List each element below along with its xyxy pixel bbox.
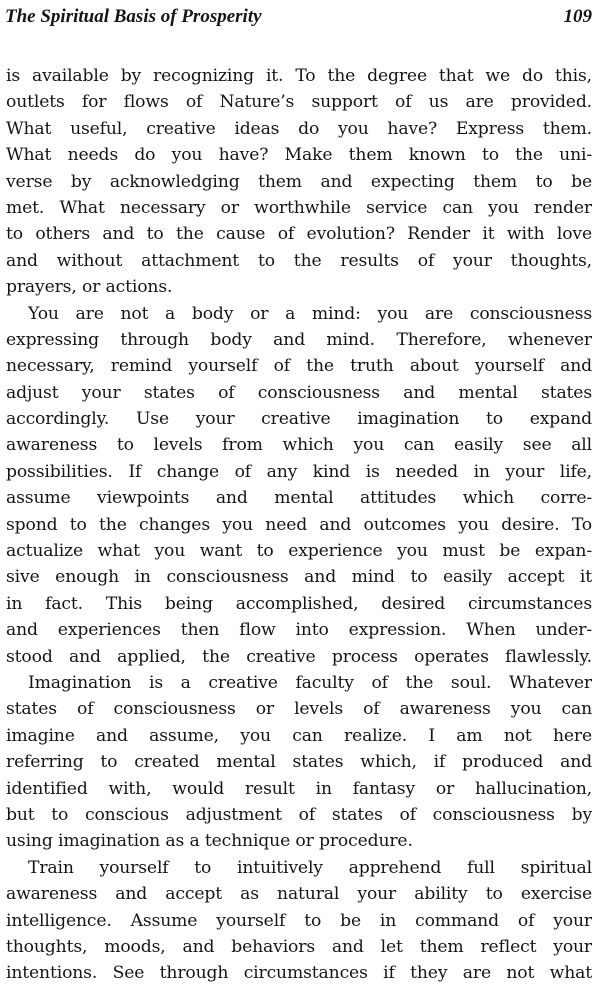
text-line: in fact. This being accomplished, desired circumstances bbox=[6, 593, 592, 614]
text-line: intelligence. Assume yourself to be in command of your bbox=[6, 910, 592, 931]
chapter-title: The Spiritual Basis of Prosperity bbox=[5, 6, 262, 27]
text-line: verse by acknowledging them and expecting them to be bbox=[6, 171, 592, 192]
text-line: sive enough in consciousness and mind to easily accept it bbox=[6, 567, 592, 588]
text-line: referring to created mental states which, if produced and bbox=[6, 752, 592, 773]
text-line: is available by recognizing it. To the degree that we do this, bbox=[6, 66, 592, 86]
text-line: What needs do you have? Make them known to the uni- bbox=[6, 145, 592, 166]
text-line: necessary, remind yourself of the truth about yourself and bbox=[6, 356, 592, 377]
body-text bbox=[6, 63, 592, 987]
text-line: met. What necessary or worthwhile service can you render bbox=[6, 197, 592, 218]
paragraph bbox=[6, 855, 592, 987]
paragraph bbox=[6, 63, 592, 301]
text-line: Imagination is a creative faculty of the soul. Whatever bbox=[28, 672, 592, 693]
text-line: awareness and accept as natural your ability to exercise bbox=[6, 884, 592, 905]
text-line: possibilities. If change of any kind is needed in your life, bbox=[6, 461, 592, 482]
text-line: prayers, or actions. bbox=[6, 277, 173, 298]
text-line: expressing through body and mind. Therefore, whenever bbox=[6, 329, 592, 350]
text-line: You are not a body or a mind: you are consciousness bbox=[28, 303, 592, 324]
text-line: imagine and assume, you can realize. I am not here bbox=[6, 725, 592, 746]
text-line: states of consciousness or levels of awareness you can bbox=[6, 699, 592, 720]
text-line: actualize what you want to experience you must be expan- bbox=[6, 541, 592, 562]
text-line: and without attachment to the results of your thoughts, bbox=[6, 250, 592, 271]
text-line: identified with, would result in fantasy or hallucination, bbox=[6, 778, 592, 799]
text-line: What useful, creative ideas do you have? Express them. bbox=[6, 118, 592, 139]
text-line: Train yourself to intuitively apprehend full spiritual bbox=[28, 857, 592, 878]
text-line: thoughts, moods, and behaviors and let them reflect your bbox=[6, 936, 592, 957]
text-line: intentions. See through circumstances if they are not what bbox=[6, 963, 592, 984]
paragraph bbox=[6, 301, 592, 670]
text-line: spond to the changes you need and outcomes you desire. To bbox=[6, 514, 592, 535]
text-line: but to conscious adjustment of states of consciousness by bbox=[6, 804, 592, 825]
text-line: using imagination as a technique or procedure. bbox=[6, 831, 413, 852]
text-line: stood and applied, the creative process operates flawlessly. bbox=[6, 646, 592, 667]
text-line: adjust your states of consciousness and mental states bbox=[6, 382, 592, 403]
text-line: to others and to the cause of evolution? Render it with love bbox=[6, 224, 592, 245]
running-header bbox=[5, 5, 592, 33]
text-line: awareness to levels from which you can easily see all bbox=[6, 435, 592, 456]
page-number: 109 bbox=[563, 6, 592, 27]
text-line: outlets for flows of Nature’s support of us are provided. bbox=[6, 92, 592, 113]
text-line: assume viewpoints and mental attitudes which corre- bbox=[6, 488, 592, 509]
paragraph bbox=[6, 670, 592, 855]
text-line: and experiences then flow into expression. When under- bbox=[6, 620, 592, 641]
text-line: accordingly. Use your creative imagination to expand bbox=[6, 409, 592, 430]
